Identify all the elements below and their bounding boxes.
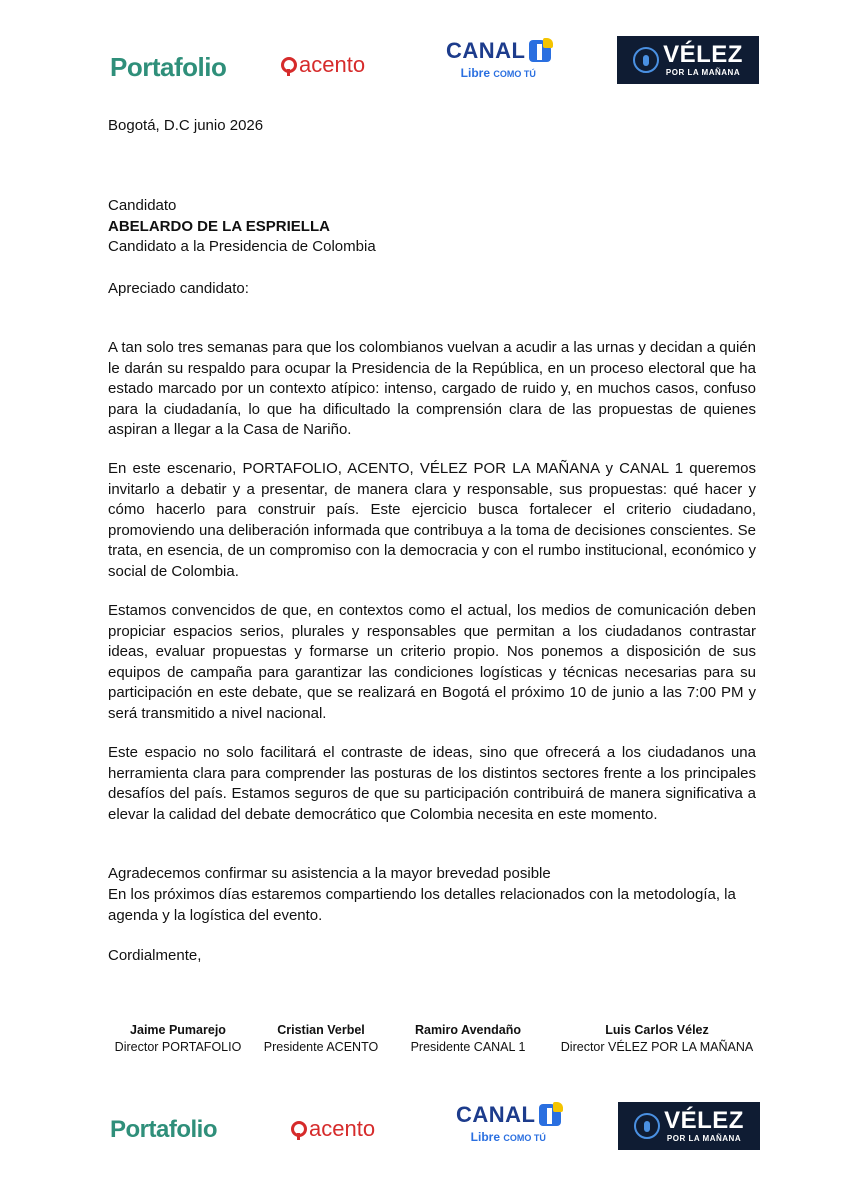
addressee-role: Candidato a la Presidencia de Colombia [108, 238, 376, 256]
details-note: En los próximos días estaremos compartiendo los detalles relacionados con la metodología, la agenda y la logística del evento. [108, 886, 736, 924]
canal1-logo [446, 38, 551, 80]
acento-logo [281, 52, 365, 78]
date-line: Bogotá, D.C junio 2026 [108, 117, 264, 134]
velez-tagline: POR LA MAÑANA [666, 1134, 742, 1143]
microphone-icon [634, 1113, 660, 1139]
canal1-tagline-main: Libre [470, 1130, 500, 1144]
acento-wordmark: acento [309, 1116, 376, 1141]
addressee-name: ABELARDO DE LA ESPRIELLA [108, 217, 330, 235]
body-paragraph-3: Estamos convencidos de que, en contextos como el actual, los medios de comunicación deben propiciar espacios serios, plurales y responsables que permitan a los ciudadanos contrastar ideas, evaluar propuestas y formarse un criterio propio. Nos ponemos a disposición de sus equipos de campaña para garantizar las condiciones logísticas y técnicas necesarias para su participación en este debate, que se realizará en Bogotá el próximo 10 de junio a las 7:00 PM y será transmitido a nivel nacional. [108, 602, 756, 722]
header-logos [0, 36, 867, 92]
portafolio-logo: Portafolio [110, 52, 227, 82]
canal1-badge-icon [539, 1104, 561, 1126]
signatory-name: Ramiro Avendaño [414, 1023, 522, 1037]
body-paragraph-1: A tan solo tres semanas para que los colombianos vuelvan a acudir a las urnas y decidan a quién le darán su respaldo para ocupar la Presidencia de la República, en un proceso electoral que ha estado marcado por un contexto atípico: intenso, cargado de ruido y, en muchos casos, confuso para la ciudadanía, lo que ha dificultado la comprensión clara de las propuestas de quienes aspiran a llegar a la Casa de Nariño. [108, 339, 756, 439]
signature-portafolio [108, 1022, 248, 1056]
salutation: Apreciado candidato: [108, 280, 249, 297]
canal1-badge-icon [529, 40, 551, 62]
velez-logo [618, 1102, 760, 1150]
canal1-wordmark: CANAL [446, 38, 526, 63]
portafolio-logo: Portafolio [110, 1116, 217, 1143]
signatory-title: Director VÉLEZ POR LA MAÑANA [560, 1040, 754, 1054]
signatory-name: Luis Carlos Vélez [605, 1023, 709, 1037]
canal1-wordmark: CANAL [456, 1102, 536, 1127]
acento-mark-icon [291, 1121, 307, 1137]
canal1-tagline-sub: COMO TÚ [493, 69, 536, 79]
body-paragraph-4: Este espacio no solo facilitará el contraste de ideas, sino que ofrecerá a los ciudadanos una herramienta clara para comprender las posturas de los distintos sectores frente a los principales desafíos del país. Estamos seguros de que su participación contribuirá de manera significativa a elevar la calidad del debate democrático que Colombia necesita en este momento. [108, 744, 756, 823]
velez-tagline: POR LA MAÑANA [665, 68, 741, 77]
body-paragraph-2: En este escenario, PORTAFOLIO, ACENTO, VÉLEZ POR LA MAÑANA y CANAL 1 queremos invitarlo a debatir y a presentar, de manera clara y responsable, sus propuestas: qué hacer y cómo hacerlo para construir país. Este ejercicio busca fortalecer el criterio ciudadano, promoviendo una deliberación informada que contribuya a la toma de decisiones conscientes. Se trata, en esencia, de un compromiso con la democracia y con el rumbo institucional, económico y social de Colombia. [108, 460, 756, 580]
velez-logo [617, 36, 759, 84]
canal1-tagline-sub: COMO TÚ [503, 1133, 546, 1143]
signatory-name: Jaime Pumarejo [130, 1023, 226, 1037]
acento-logo [291, 1116, 375, 1142]
farewell: Cordialmente, [108, 947, 202, 964]
signature-canal1 [404, 1022, 532, 1056]
signatory-name: Cristian Verbel [277, 1023, 365, 1037]
footer-logos [0, 1100, 867, 1156]
signatory-title: Director PORTAFOLIO [114, 1040, 242, 1054]
signature-velez [552, 1022, 762, 1056]
addressee-title: Candidato [108, 197, 177, 214]
acento-mark-icon [281, 57, 297, 73]
signatory-title: Presidente CANAL 1 [410, 1040, 526, 1054]
signature-acento [258, 1022, 384, 1056]
acento-wordmark: acento [299, 52, 366, 77]
addressee-block [108, 196, 756, 258]
velez-wordmark: VÉLEZ [664, 1107, 744, 1134]
microphone-icon [633, 47, 659, 73]
confirmation-request: Agradecemos confirmar su asistencia a la mayor brevedad posible [108, 865, 551, 882]
signatory-title: Presidente ACENTO [263, 1040, 379, 1054]
canal1-logo [456, 1102, 561, 1144]
velez-wordmark: VÉLEZ [663, 41, 743, 68]
canal1-tagline-main: Libre [460, 66, 490, 80]
